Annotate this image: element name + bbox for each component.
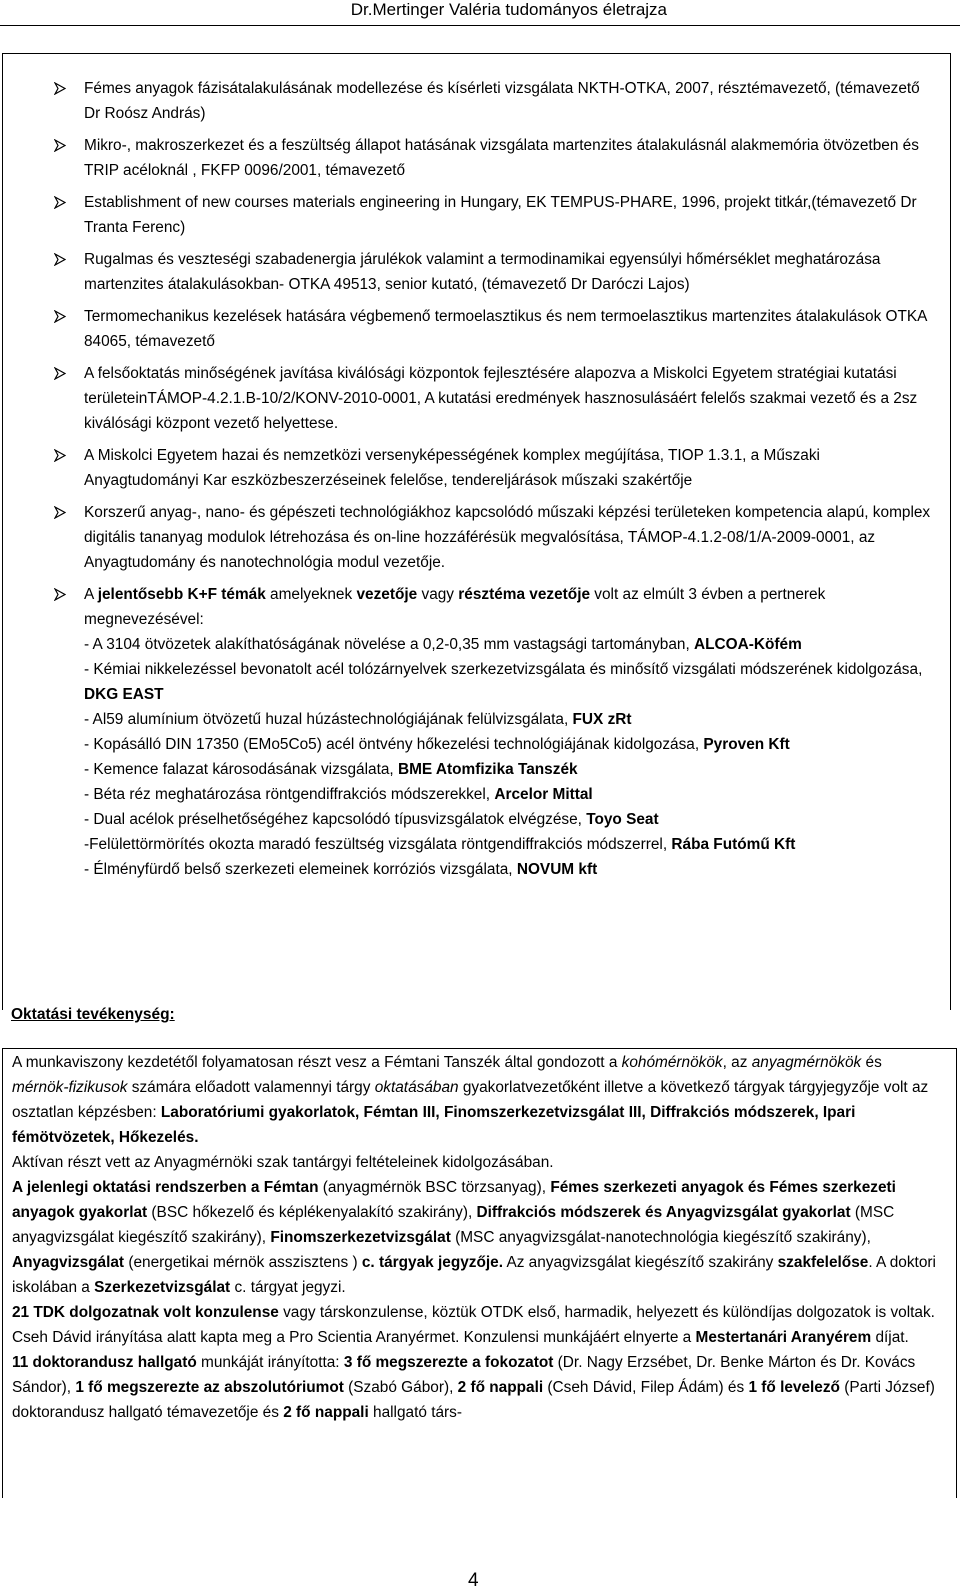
list-item bbox=[54, 500, 934, 575]
arrow-bullet-icon bbox=[54, 444, 68, 462]
list-item bbox=[54, 443, 934, 493]
project-text: Rugalmas és veszteségi szabadenergia járulékok valamint a termodinamikai egyensúlyi hőmérséklet meghatározása martenzites átalakulásokban- OTKA 49513, senior kutató, (témavezető Dr Daróczi Lajos) bbox=[84, 251, 881, 293]
arrow-bullet-icon bbox=[54, 191, 68, 209]
education-paragraph: A jelenlegi oktatási rendszerben a Fémtan (anyagmérnök BSC törzsanyag), Fémes szerkezeti anyagok és Fémes szerkezeti anyagok gyakorlat (BSC hőkezelő és képlékenyalakító szakirány), Diffrakciós módszerek és Anyagvizsgálat gyakorlat (MSC anyagvizsgálat kiegészítő szakirány), Finomszerkezetvizsgálat (MSC anyagvizsgálat-nanotechnológia kiegészítő szakirány), Anyagvizsgálat (energetikai mérnök asszisztens ) c. tárgyak jegyzője. Az anyagvizsgálat kiegészítő szakirány szakfelelőse. A doktori iskolában a Szerkezetvizsgálat c. tárgyat jegyzi. bbox=[12, 1179, 936, 1296]
partner-name: FUX zRt bbox=[572, 711, 632, 728]
arrow-bullet-icon bbox=[54, 305, 68, 323]
page-header-title: Dr.Mertinger Valéria tudományos életrajza bbox=[350, 0, 667, 19]
rd-intro: A jelentősebb K+F témák amelyeknek vezetője vagy résztéma vezetője volt az elmúlt 3 évben a pertnerek megnevezésével: bbox=[84, 586, 826, 628]
rd-topic: -Felülettörmörítés okozta maradó feszültség vizsgálata röntgendiffrakciós módszerrel, Rába Futómű Kft bbox=[84, 836, 796, 853]
project-text: Establishment of new courses materials engineering in Hungary, EK TEMPUS-PHARE, 1996, projekt titkár,(témavezető Dr Tranta Ferenc) bbox=[84, 194, 917, 236]
project-text: Mikro-, makroszerkezet és a feszültség állapot hatásának vizsgálata martenzites átalakulásnál alakmemória ötvözetben és TRIP acéloknál , FKFP 0096/2001, témavezető bbox=[84, 137, 919, 179]
education-paragraph: A munkaviszony kezdetétől folyamatosan részt vesz a Fémtani Tanszék által gondozott a kohómérnökök, az anyagmérnökök és mérnök-fizikusok számára előadott valamennyi tárgy oktatásában gyakorlatvezetőként illetve a következő tárgyak tárgyjegyzője volt az osztatlan képzésben: Laboratóriumi gyakorlatok, Fémtan III, Finomszerkezetvizsgálat III, Diffrakciós módszerek, Ipari fémötvözetek, Hőkezelés. bbox=[12, 1054, 929, 1146]
page-number: 4 bbox=[468, 1570, 479, 1591]
header-divider bbox=[0, 25, 960, 26]
partner-name: BME Atomfizika Tanszék bbox=[397, 761, 578, 778]
arrow-bullet-icon bbox=[54, 134, 68, 152]
partner-name: ALCOA-Köfém bbox=[694, 636, 802, 653]
list-item bbox=[54, 133, 934, 183]
project-text: Fémes anyagok fázisátalakulásának modellezése és kísérleti vizsgálata NKTH-OTKA, 2007, résztémavezető, (témavezető Dr Roósz András) bbox=[84, 80, 920, 122]
rd-topic: - Béta réz meghatározása röntgendiffrakciós módszerekkel, Arcelor Mittal bbox=[84, 786, 593, 803]
arrow-bullet-icon bbox=[54, 248, 68, 266]
partner-name: NOVUM kft bbox=[516, 861, 598, 878]
list-item bbox=[54, 247, 934, 297]
partner-name: Arcelor Mittal bbox=[494, 786, 593, 803]
arrow-bullet-icon bbox=[54, 77, 68, 95]
list-item bbox=[54, 361, 934, 436]
education-section-title: Oktatási tevékenység: bbox=[11, 1006, 175, 1023]
project-text: A felsőoktatás minőségének javítása kiválósági központok fejlesztésére alapozva a Miskolci Egyetem stratégiai kutatási területeinTÁMOP-4.2.1.B-10/2/KONV-2010-0001, A kutatási eredmények hasznosulásáért felelős szakmai vezető és a 2sz kiválósági központ vezető helyettese. bbox=[84, 365, 918, 432]
rd-topics-item bbox=[54, 582, 934, 882]
list-item bbox=[54, 304, 934, 354]
partner-name: Rába Futómű Kft bbox=[671, 836, 796, 853]
rd-topic: - Kopásálló DIN 17350 (EMo5Co5) acél öntvény hőkezelési technológiájának kidolgozása, Pyroven Kft bbox=[84, 736, 790, 753]
rd-topic: - Élményfürdő belső szerkezeti elemeinek korróziós vizsgálata, NOVUM kft bbox=[84, 861, 598, 878]
rd-topic: - A 3104 ötvözetek alakíthatóságának növelése a 0,2-0,35 mm vastagsági tartományban, ALCOA-Köfém bbox=[84, 636, 802, 653]
rd-topic: - Kemence falazat károsodásának vizsgálata, BME Atomfizika Tanszék bbox=[84, 761, 578, 778]
rd-topic: - Al59 alumínium ötvözetű huzal húzástechnológiájának felülvizsgálata, FUX zRt bbox=[84, 711, 632, 728]
arrow-bullet-icon bbox=[54, 362, 68, 380]
rd-topic: - Kémiai nikkelezéssel bevonatolt acél tolózárnyelvek szerkezetvizsgálata és minősítő vizsgálati módszerének kidolgozása, DKG EAST bbox=[84, 661, 923, 703]
education-paragraph: 21 TDK dolgozatnak volt konzulense vagy társkonzulense, köztük OTDK első, harmadik, helyezett és különdíjas dolgozatok is voltak. Cseh Dávid irányítása alatt kapta meg a Pro Scientia Aranyérmet. Konzulensi munkájáért elnyerte a Mestertanári Aranyérem díjat. bbox=[12, 1304, 935, 1346]
list-item bbox=[54, 190, 934, 240]
project-text: Korszerű anyag-, nano- és gépészeti technológiákhoz kapcsolódó műszaki képzési területeken kompetencia alapú, komplex digitális tananyag modulok létrehozása és on-line hozzáférésük megvalósítása, TÁMOP-4.1.2-08/1/A-2009-0001, az Anyagtudomány és nanotechnológia modul vezetője. bbox=[84, 504, 931, 571]
education-text bbox=[12, 1050, 942, 1425]
projects-list bbox=[54, 76, 934, 889]
arrow-bullet-icon bbox=[54, 583, 68, 601]
arrow-bullet-icon bbox=[54, 501, 68, 519]
partner-name: DKG EAST bbox=[84, 686, 164, 703]
rd-topic: - Dual acélok préselhetőségéhez kapcsolódó típusvizsgálatok elvégzése, Toyo Seat bbox=[84, 811, 659, 828]
partner-name: Pyroven Kft bbox=[703, 736, 790, 753]
education-paragraph: Aktívan részt vett az Anyagmérnöki szak tantárgyi feltételeinek kidolgozásában. bbox=[12, 1154, 554, 1171]
project-text: A Miskolci Egyetem hazai és nemzetközi versenyképességének komplex megújítása, TIOP 1.3.1, a Műszaki Anyagtudományi Kar eszközbeszerzéseinek felelőse, tendereljárások műszaki szakértője bbox=[84, 447, 820, 489]
list-item bbox=[54, 76, 934, 126]
partner-name: Toyo Seat bbox=[586, 811, 659, 828]
education-paragraph: 11 doktorandusz hallgató munkáját irányította: 3 fő megszerezte a fokozatot (Dr. Nagy Erzsébet, Dr. Benke Márton és Dr. Kovács Sándor), 1 fő megszerezte az abszolutóriumot (Szabó Gábor), 2 fő nappali (Cseh Dávid, Filep Ádám) és 1 fő levelező (Parti József) doktorandusz hallgató témavezetője és 2 fő nappali hallgató társ- bbox=[12, 1354, 935, 1421]
project-text: Termomechanikus kezelések hatására végbemenő termoelasztikus és nem termoelasztikus martenzites átalakulások OTKA 84065, témavezető bbox=[84, 308, 927, 350]
